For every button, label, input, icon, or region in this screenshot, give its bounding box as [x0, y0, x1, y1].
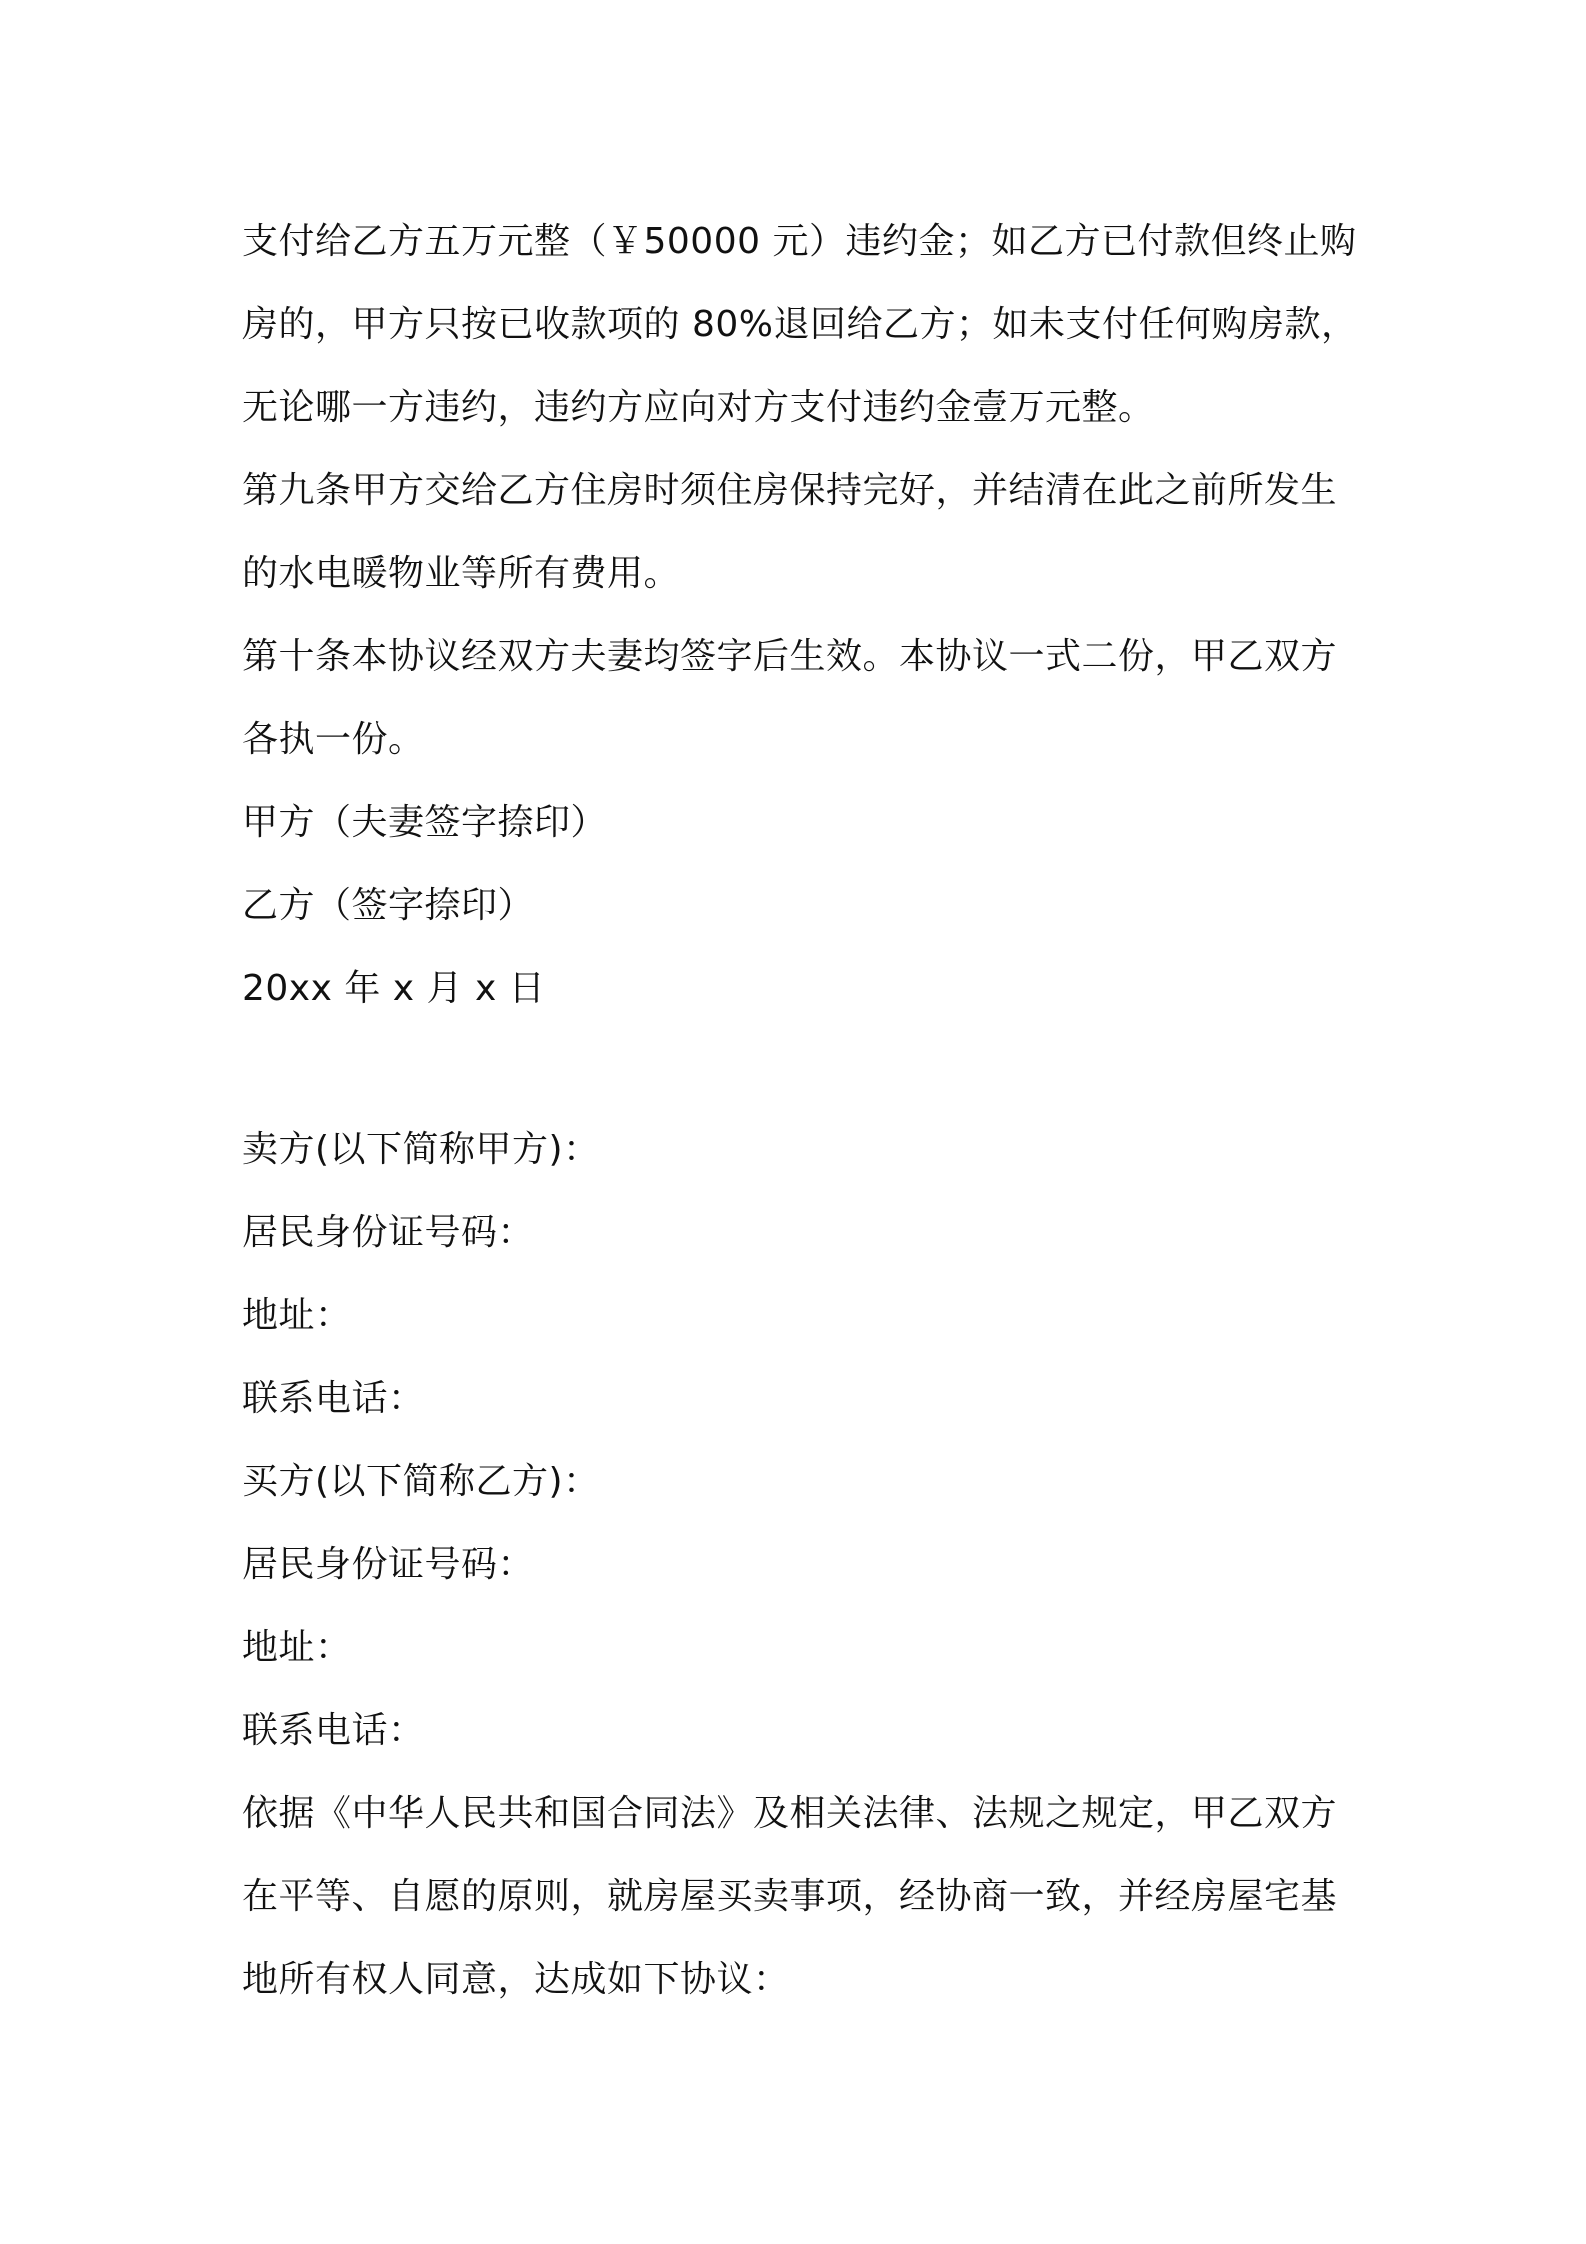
seller-id-number-label: 居民身份证号码： [242, 1212, 535, 1253]
text-line: 房的，甲方只按已收款项的 80%退回给乙方；如未支付任何购房款， [242, 304, 1358, 345]
agreement-preamble-line: 在平等、自愿的原则，就房屋买卖事项，经协商一致，并经房屋宅基 [242, 1876, 1338, 1917]
text-line: 无论哪一方违约，违约方应向对方支付违约金壹万元整。 [242, 387, 1155, 428]
clause-ten-line: 第十条本协议经双方夫妻均签字后生效。本协议一式二份，甲乙双方 [242, 636, 1338, 677]
party-b-signature-label: 乙方（签字捺印） [242, 885, 535, 926]
clause-nine-line: 第九条甲方交给乙方住房时须住房保持完好，并结清在此之前所发生 [242, 470, 1338, 511]
buyer-label: 买方(以下简称乙方)： [242, 1461, 600, 1502]
seller-label: 卖方(以下简称甲方)： [242, 1129, 600, 1170]
seller-phone-label: 联系电话： [242, 1378, 425, 1419]
seller-address-label: 地址： [242, 1295, 352, 1336]
text-line: 的水电暖物业等所有费用。 [242, 553, 681, 594]
buyer-id-number-label: 居民身份证号码： [242, 1544, 535, 1585]
buyer-address-label: 地址： [242, 1627, 352, 1668]
section-spacer [242, 1030, 1362, 1108]
agreement-preamble-line: 地所有权人同意，达成如下协议： [242, 1959, 790, 2000]
agreement-preamble-line: 依据《中华人民共和国合同法》及相关法律、法规之规定，甲乙双方 [242, 1793, 1338, 1834]
document-body [242, 200, 1362, 2021]
text-line: 支付给乙方五万元整（￥50000 元）违约金；如乙方已付款但终止购 [242, 221, 1357, 262]
text-line: 各执一份。 [242, 719, 425, 760]
signing-date: 20xx 年 x 月 x 日 [242, 968, 546, 1009]
buyer-phone-label: 联系电话： [242, 1710, 425, 1751]
contract-clauses-section [242, 200, 1362, 1030]
party-a-signature-label: 甲方（夫妻签字捺印） [242, 802, 608, 843]
parties-info-section [242, 1108, 1362, 2021]
